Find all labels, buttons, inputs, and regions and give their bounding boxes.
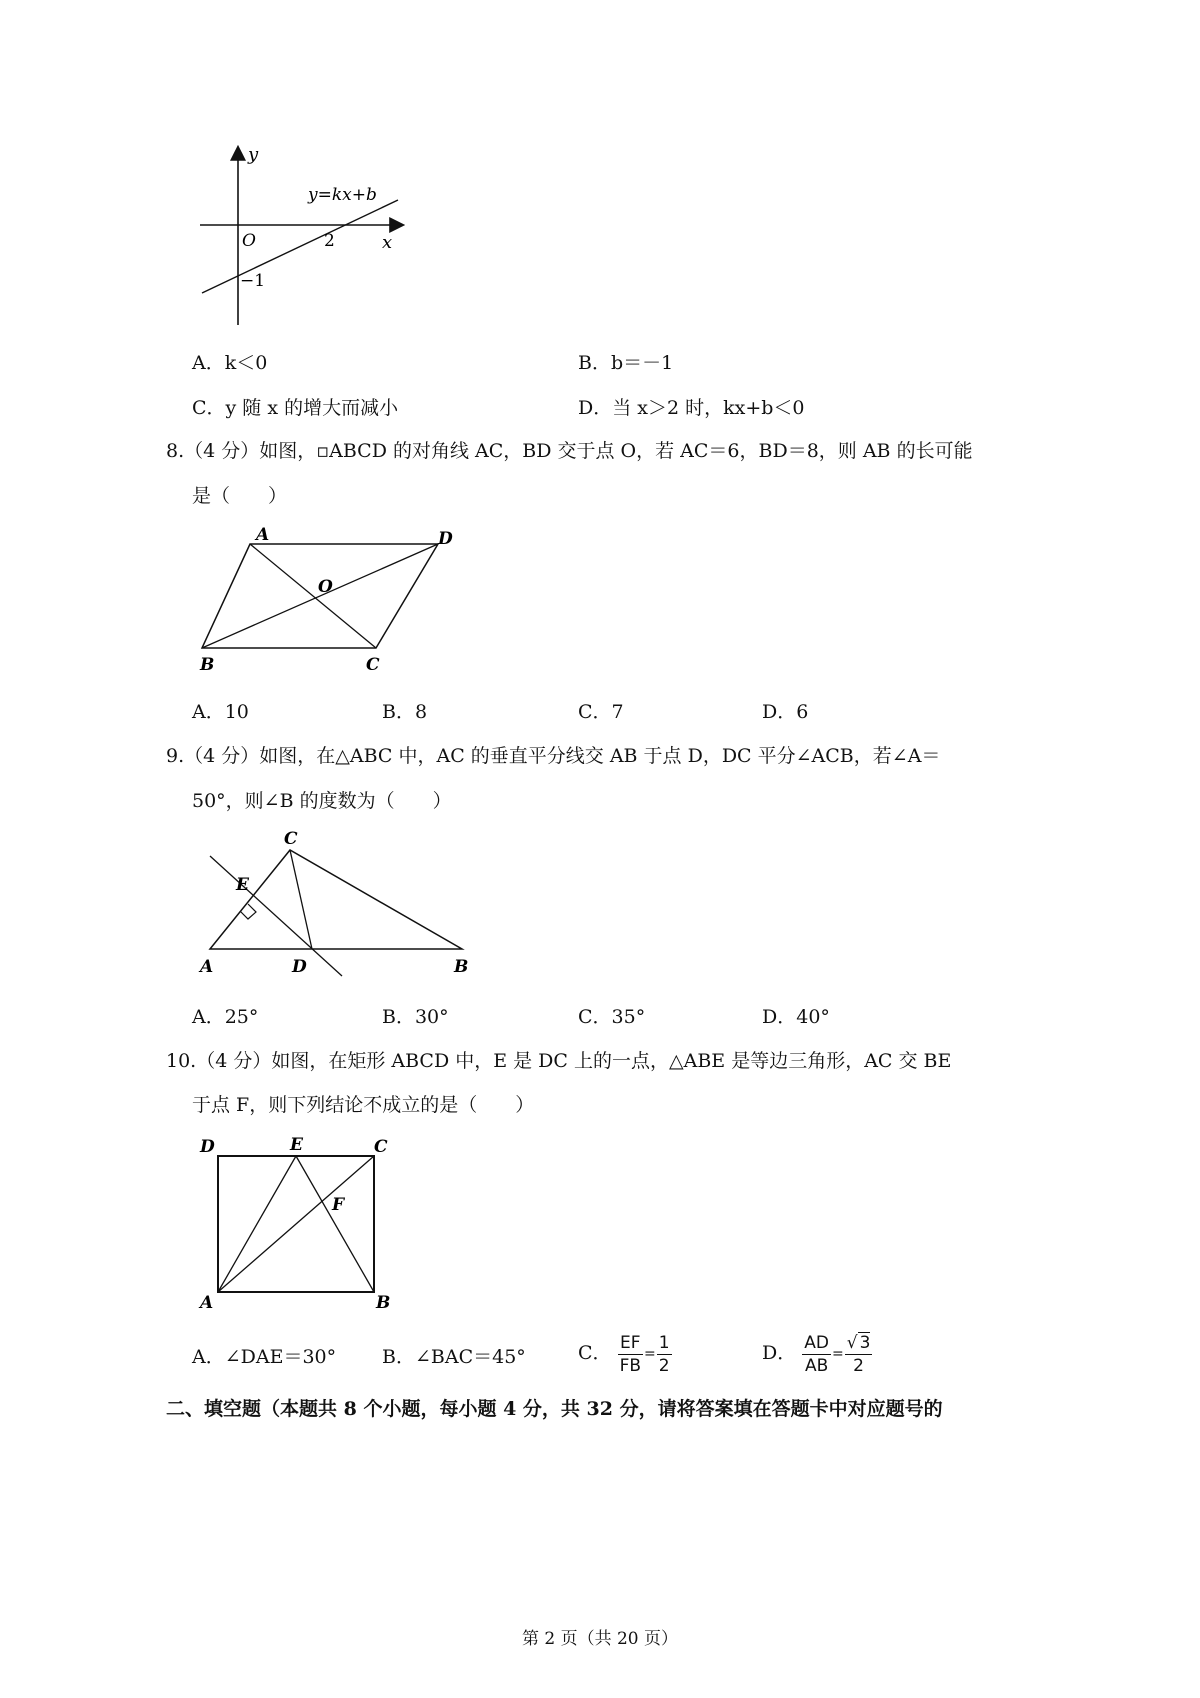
svg-text:B: B <box>200 655 215 675</box>
q10-figure-rectangle <box>190 1130 410 1320</box>
svg-text:C: C <box>366 655 380 675</box>
q7-y-intercept-label: −1 <box>240 271 266 291</box>
svg-text:D: D <box>292 957 307 977</box>
q9-question-line2: 50°，则∠B 的度数为（ ） <box>192 790 452 812</box>
q8-figure-parallelogram <box>190 520 470 680</box>
svg-text:D: D <box>200 1137 215 1157</box>
q9-option-d[interactable]: D．40° <box>762 1006 830 1028</box>
svg-text:D: D <box>438 529 453 549</box>
q7-x-intercept-label: 2 <box>324 231 335 251</box>
q10-question-line1: 10.（4 分）如图，在矩形 ABCD 中，E 是 DC 上的一点，△ABE 是等边三角形，AC 交 BE <box>166 1050 952 1072</box>
page-footer: 第 2 页（共 20 页） <box>521 1629 679 1649</box>
q8-option-b[interactable]: B．8 <box>382 701 428 723</box>
q8-question-line2: 是（ ） <box>192 485 288 507</box>
q10-option-c-fraction-right: $\frac{1}{2}$ <box>658 1332 670 1376</box>
q7-y-label: y <box>248 144 259 165</box>
q8-question-line1: 8.（4 分）如图，▫ABCD 的对角线 AC，BD 交于点 O，若 AC＝6，BD＝8，则 AB 的长可能 <box>166 440 973 462</box>
q9-option-c[interactable]: C．35° <box>578 1006 646 1028</box>
svg-text:F: F <box>332 1195 345 1215</box>
q10-option-d-fraction-right: $\frac{√ 3}{2}$ <box>846 1332 871 1376</box>
q9-figure-triangle <box>190 824 490 984</box>
q10-option-c-fraction-left: $\frac{EF}{FB}$ <box>619 1332 642 1376</box>
q10-question-line2: 于点 F，则下列结论不成立的是（ ） <box>192 1094 535 1116</box>
q7-option-d[interactable]: D．当 x＞2 时，kx+b＜0 <box>578 397 805 419</box>
q10-option-d-fraction-left: $\frac{AD}{AB}$ <box>804 1332 830 1376</box>
svg-text:O: O <box>318 577 333 597</box>
q8-option-a[interactable]: A．10 <box>192 701 249 723</box>
svg-text:C: C <box>284 829 298 849</box>
q8-option-d[interactable]: D．6 <box>762 701 809 723</box>
section2-heading: 二、填空题（本题共 8 个小题，每小题 4 分，共 32 分，请将答案填在答题卡中对应题号的 <box>166 1398 943 1420</box>
q7-x-label: x <box>382 232 393 253</box>
q10-option-b[interactable]: B．∠BAC＝45° <box>382 1346 526 1368</box>
svg-text:E: E <box>236 875 249 895</box>
q10-option-c[interactable]: C． $\frac{EF}{FB}$ = $\frac{1}{2}$ <box>578 1332 670 1376</box>
q7-line-graph <box>202 200 398 293</box>
q7-option-c[interactable]: C．y 随 x 的增大而减小 <box>192 397 399 419</box>
svg-text:A: A <box>200 957 214 977</box>
q10-option-a[interactable]: A．∠DAE＝30° <box>192 1346 337 1368</box>
svg-text:B: B <box>376 1293 391 1313</box>
q7-option-a[interactable]: A．k＜0 <box>192 352 268 374</box>
svg-text:A: A <box>200 1293 214 1313</box>
q10-option-d[interactable]: D． $\frac{AD}{AB}$ = $\frac{√ 3}{2}$ <box>762 1332 871 1376</box>
svg-text:E: E <box>290 1135 303 1155</box>
q7-figure-linear-graph <box>190 140 420 340</box>
q9-question-line1: 9.（4 分）如图，在△ABC 中，AC 的垂直平分线交 AB 于点 D，DC 平分∠ACB，若∠A＝ <box>166 745 941 767</box>
q8-option-c[interactable]: C．7 <box>578 701 624 723</box>
q7-option-b[interactable]: B．b＝－1 <box>578 352 674 374</box>
q7-origin-label: O <box>242 231 256 251</box>
svg-text:B: B <box>454 957 469 977</box>
q9-option-a[interactable]: A．25° <box>192 1006 259 1028</box>
q9-option-b[interactable]: B．30° <box>382 1006 449 1028</box>
q7-line-label: y=kx+b <box>308 185 377 205</box>
svg-text:A: A <box>256 525 270 545</box>
svg-text:C: C <box>374 1137 388 1157</box>
